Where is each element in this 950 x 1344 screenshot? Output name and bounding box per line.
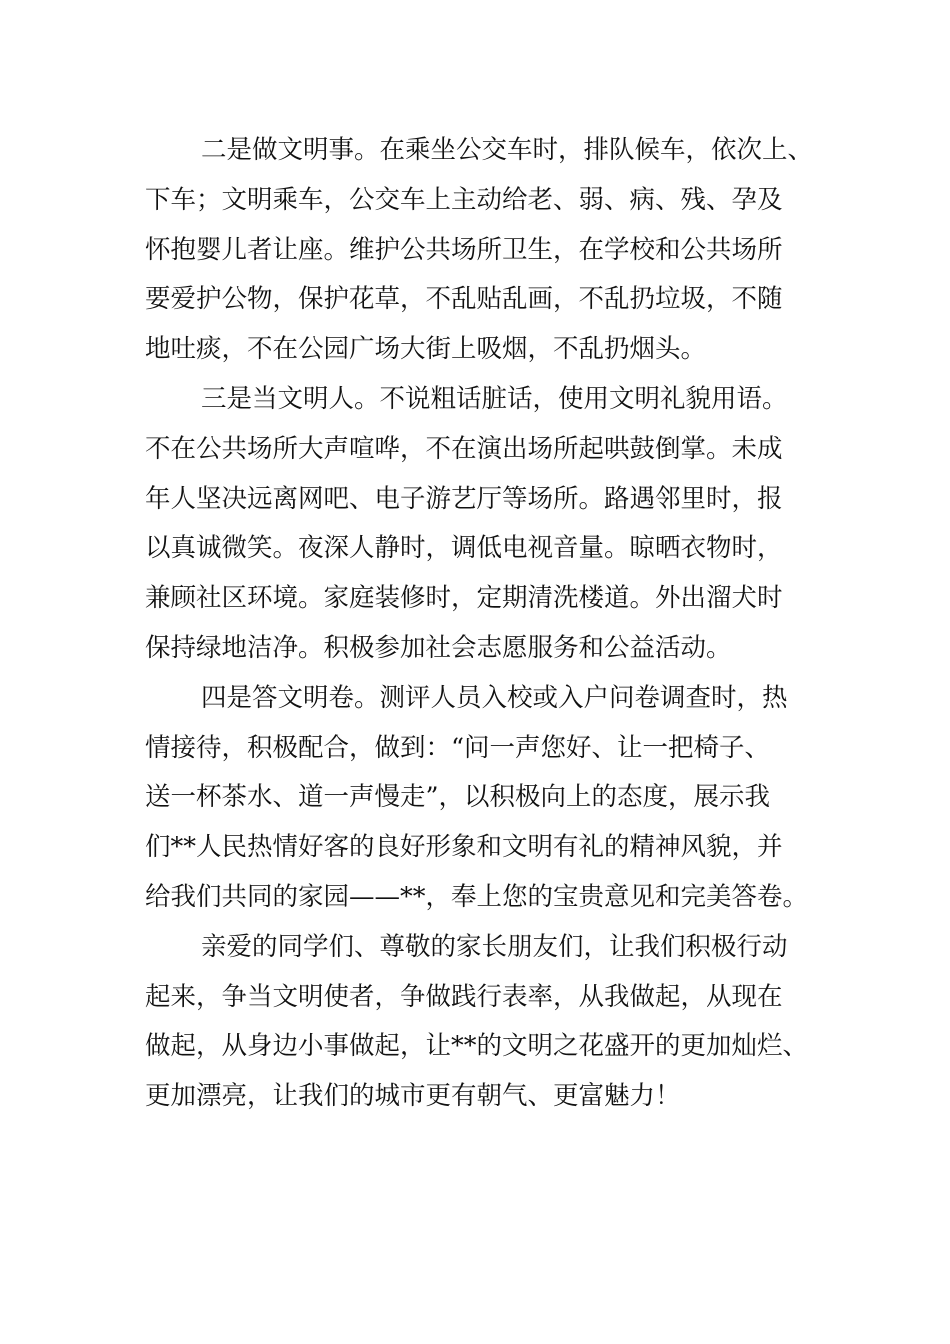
paragraph-3-line-1: 三是当文明人。不说粗话脏话，使用文明礼貌用语。: [201, 383, 788, 414]
closing-paragraph-line-3: 做起，从身边小事做起，让**的文明之花盛开的更加灿烂、: [145, 1031, 809, 1062]
paragraph-2-line-4: 要爱护公物，保护花草，不乱贴乱画，不乱扔垃圾，不随: [145, 284, 783, 315]
paragraph-3-line-5: 兼顾社区环境。家庭装修时，定期清洗楼道。外出溜犬时: [145, 583, 783, 614]
closing-paragraph-line-4: 更加漂亮，让我们的城市更有朝气、更富魅力！: [145, 1081, 681, 1112]
paragraph-4-line-4: 们**人民热情好客的良好形象和文明有礼的精神风貌，并: [145, 832, 783, 863]
paragraph-3-line-3: 年人坚决远离网吧、电子游艺厅等场所。路遇邻里时，报: [145, 483, 783, 514]
body-text: [145, 126, 835, 1122]
paragraph-4-line-3: 送一杯茶水、道一声慢走”，以积极向上的态度，展示我: [145, 782, 771, 813]
paragraph-3-line-6: 保持绿地洁净。积极参加社会志愿服务和公益活动。: [145, 632, 732, 663]
closing-paragraph-line-1: 亲爱的同学们、尊敬的家长朋友们，让我们积极行动: [201, 931, 788, 962]
paragraph-4-line-2: 情接待，积极配合，做到：“问一声您好、让一把椅子、: [145, 732, 771, 763]
paragraph-3-line-4: 以真诚微笑。夜深人静时，调低电视音量。晾晒衣物时，: [145, 533, 783, 564]
paragraph-3-line-2: 不在公共场所大声喧哗，不在演出场所起哄鼓倒掌。未成: [145, 433, 783, 464]
paragraph-4-line-5: 给我们共同的家园——**，奉上您的宝贵意见和完美答卷。: [145, 881, 809, 912]
paragraph-4-line-1: 四是答文明卷。测评人员入校或入户问卷调查时，热: [201, 682, 788, 713]
paragraph-2-line-3: 怀抱婴儿者让座。维护公共场所卫生，在学校和公共场所: [145, 234, 783, 265]
paragraph-2-line-2: 下车；文明乘车，公交车上主动给老、弱、病、残、孕及: [145, 184, 783, 215]
closing-paragraph-line-2: 起来，争当文明使者，争做践行表率，从我做起，从现在: [145, 981, 783, 1012]
paragraph-2-line-1: 二是做文明事。在乘坐公交车时，排队候车，依次上、: [201, 135, 814, 165]
paragraph-2-line-5: 地吐痰，不在公园广场大街上吸烟，不乱扔烟头。: [145, 334, 707, 365]
